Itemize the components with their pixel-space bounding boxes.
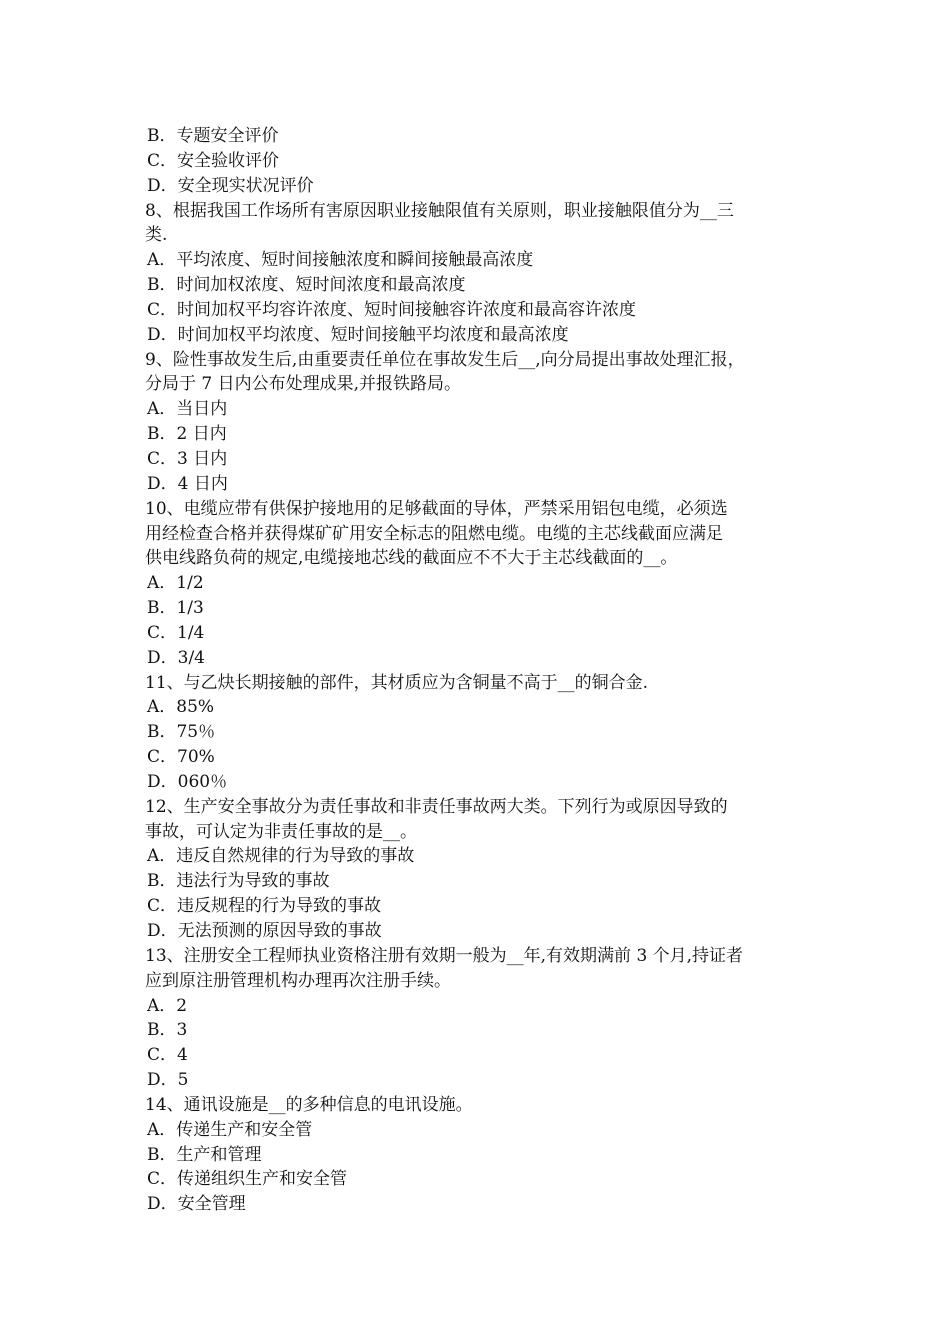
option-line: B．生产和管理 [147, 1144, 262, 1165]
option-line: C．安全验收评价 [147, 150, 280, 171]
question-stem-line: 用经检查合格并获得煤矿矿用安全标志的阻燃电缆。电缆的主芯线截面应满足 [145, 523, 723, 544]
option-line: B．专题安全评价 [147, 126, 279, 146]
question-stem-line: 14、通讯设施是__的多种信息的电讯设施。 [145, 1094, 473, 1115]
question-13 [145, 944, 815, 1093]
option-line: C．时间加权平均容许浓度、短时间接触容许浓度和最高容许浓度 [147, 299, 637, 320]
question-14 [145, 1093, 815, 1217]
question-stem-line: 应到原注册管理机构办理再次注册手续。 [145, 970, 451, 991]
option-line: A．85% [147, 697, 215, 718]
option-line: A．1/2 [147, 573, 204, 594]
question-stem-line: 供电线路负荷的规定,电缆接地芯线的截面应不不大于主芯线截面的__。 [145, 548, 678, 569]
option-line: C．3 日内 [147, 448, 228, 469]
question-9 [145, 348, 815, 497]
option-line: C．70% [147, 747, 215, 768]
option-line: A．违反自然规律的行为导致的事故 [147, 846, 415, 867]
option-line: D．4 日内 [147, 473, 228, 494]
question-11 [145, 671, 815, 795]
option-line: D．060％ [147, 771, 228, 792]
option-line: C．1/4 [147, 622, 205, 643]
option-line: A．平均浓度、短时间接触浓度和瞬间接触最高浓度 [147, 250, 534, 271]
option-line: B．2 日内 [147, 424, 227, 445]
question-stem-line: 8、根据我国工作场所有害原因职业接触限值有关原则，职业接触限值分为__三 [145, 200, 734, 221]
option-line: D．3/4 [147, 647, 205, 668]
option-line: B．1/3 [147, 598, 204, 619]
option-line: D．安全管理 [147, 1194, 246, 1215]
lead-options [145, 124, 815, 199]
question-8 [145, 199, 815, 348]
question-stem-line: 分局于 7 日内公布处理成果,并报铁路局。 [145, 374, 462, 395]
question-stem-line: 事故，可认定为非责任事故的是__。 [145, 821, 417, 842]
option-line: A．传递生产和安全管 [147, 1119, 313, 1140]
option-line: B．违法行为导致的事故 [147, 871, 330, 892]
question-12 [145, 795, 815, 944]
question-stem-line: 12、生产安全事故分为责任事故和非责任事故两大类。下列行为或原因导致的 [145, 796, 728, 817]
question-stem-line: 11、与乙炔长期接触的部件，其材质应为含铜量不高于__的铜合金. [145, 672, 649, 693]
option-line: C．违反规程的行为导致的事故 [147, 896, 382, 917]
option-line: C．4 [147, 1045, 188, 1066]
option-line: A．2 [147, 995, 188, 1016]
option-line: A．当日内 [147, 399, 228, 420]
question-10 [145, 497, 815, 671]
question-stem-line: 类. [145, 225, 168, 246]
document-page [145, 124, 815, 1217]
question-stem-line: 10、电缆应带有供保护接地用的足够截面的导体，严禁采用铝包电缆，必须选 [145, 498, 728, 519]
option-line: C．传递组织生产和安全管 [147, 1169, 348, 1190]
option-line: D．时间加权平均浓度、短时间接触平均浓度和最高浓度 [147, 324, 569, 345]
option-line: D．安全现实状况评价 [147, 175, 314, 196]
question-stem-line: 9、险性事故发生后,由重要责任单位在事故发生后__,向分局提出事故处理汇报， [145, 349, 745, 370]
option-line: B．75％ [147, 722, 216, 743]
question-stem-line: 13、注册安全工程师执业资格注册有效期一般为__年,有效期满前 3 个月,持证者 [145, 945, 744, 966]
option-line: B．时间加权浓度、短时间浓度和最高浓度 [147, 275, 466, 296]
option-line: D．无法预测的原因导致的事故 [147, 921, 382, 941]
option-line: D．5 [147, 1070, 189, 1091]
option-line: B．3 [147, 1020, 188, 1041]
